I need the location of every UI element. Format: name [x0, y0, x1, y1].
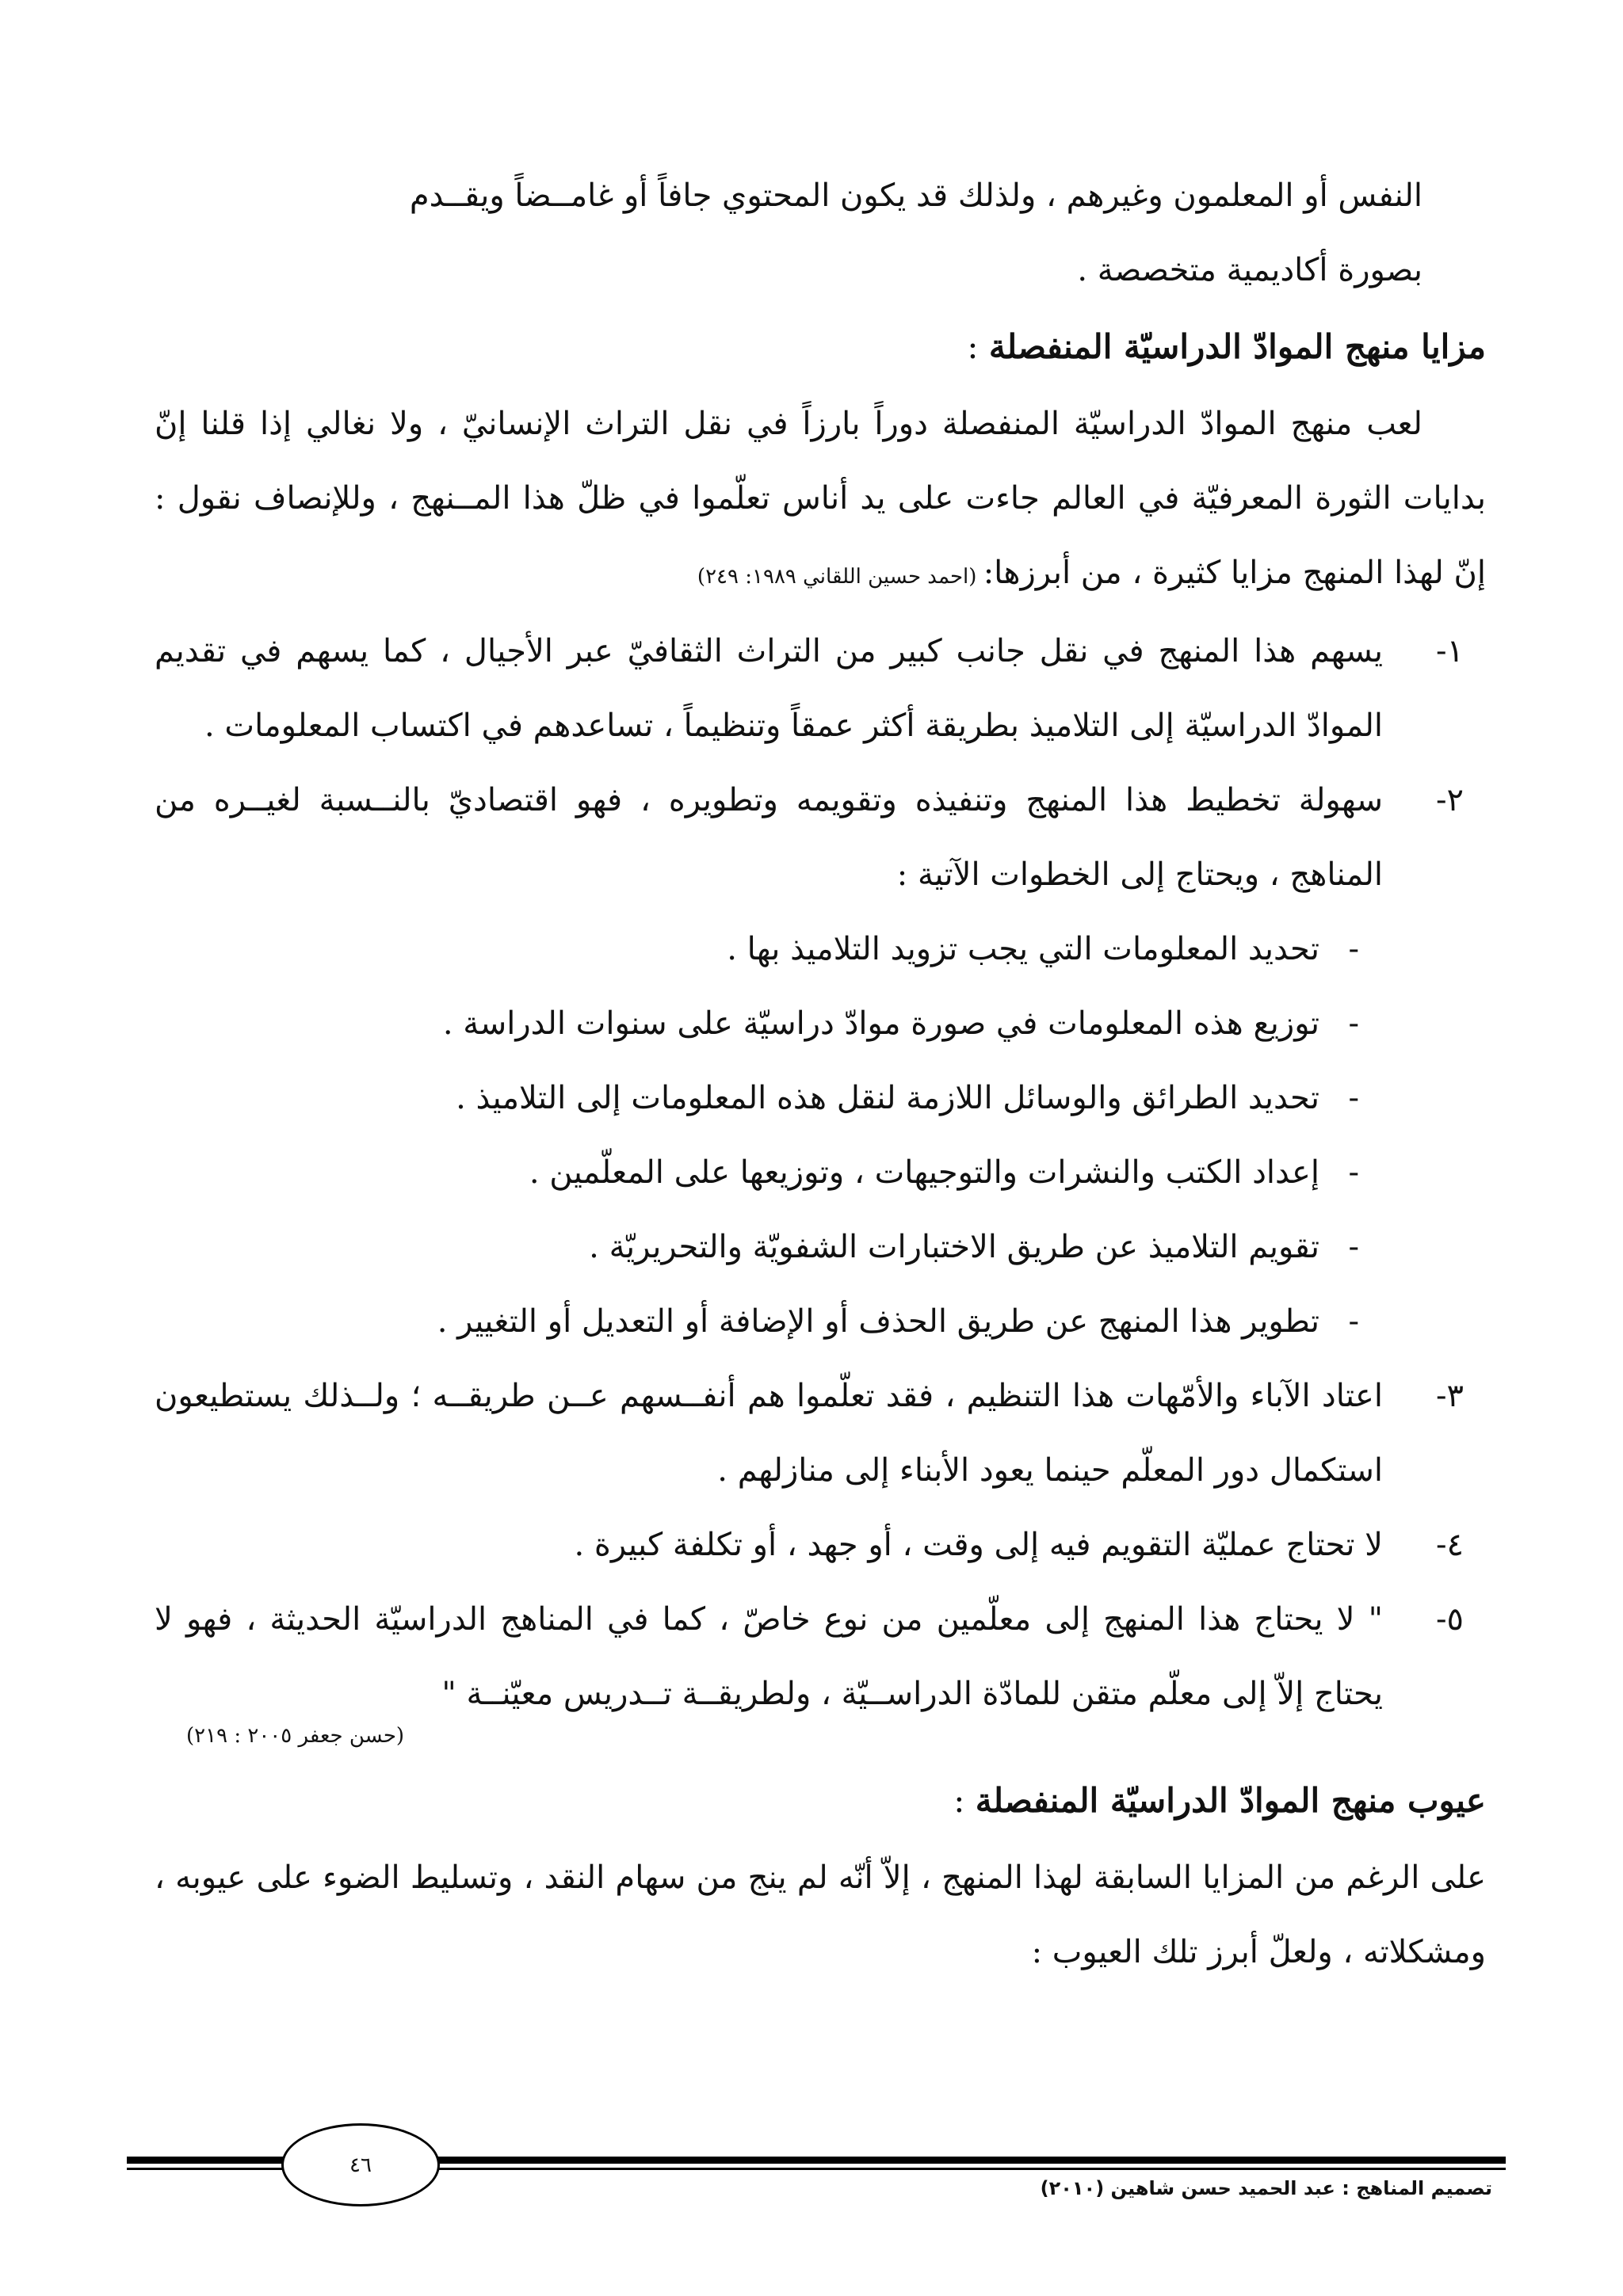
footer-credit: تصميم المناهج : عبد الحميد حسن شاهين (٢٠١٠): [1040, 2177, 1492, 2199]
list-item-4: [155, 1508, 1486, 1582]
step-item: [155, 1061, 1359, 1135]
advantages-heading: [155, 307, 1486, 387]
advantages-citation: (احمد حسين اللقاني ١٩٨٩: ٢٤٩): [697, 565, 983, 589]
dash-bullet: -: [1348, 1005, 1359, 1042]
item5-citation: (حسن جعفر ٢٠٠٥ : ٢١٩): [186, 1724, 405, 1748]
step-text: إعداد الكتب والنشرات والتوجيهات ، وتوزيعها على المعلّمين .: [529, 1154, 1319, 1191]
list-item-text: " لا يحتاج هذا المنهج إلى معلّمين من نوع خاصّ ، كما في المناهج الدراسيّة الحديثة ، فهو لا يحتاج إلاّ إلى معلّم متقن للمادّة الدراســيّة ، ولطريقــة تــدريس معيّنــة ": [155, 1601, 1383, 1712]
step-item: [155, 1210, 1359, 1284]
list-item-number: ٥-: [1436, 1601, 1464, 1638]
dash-bullet: -: [1348, 931, 1359, 967]
step-item: [155, 912, 1359, 986]
list-item-1: [155, 614, 1486, 763]
dash-bullet: -: [1348, 1080, 1359, 1116]
disadvantages-paragraph: على الرغم من المزايا السابقة لهذا المنهج ، إلاّ أنّه لم ينج من سهام النقد ، وتسليط الضوء على عيوبه ، ومشكلاته ، ولعلّ أبرز تلك العيوب :: [155, 1859, 1486, 1970]
list-item-text: اعتاد الآباء والأمّهات هذا التنظيم ، فقد تعلّموا هم أنفــسهم عــن طريقــه ؛ ولــذلك يستطيعون استكمال دور المعلّم حينما يعود الأبناء إلى منازلهم .: [155, 1378, 1383, 1489]
dash-bullet: -: [1348, 1229, 1359, 1265]
list-item-number: ٤-: [1436, 1527, 1464, 1563]
list-item-number: ٣-: [1436, 1378, 1464, 1414]
step-item: [155, 986, 1359, 1061]
page-number: ٤٦: [281, 2123, 440, 2206]
advantages-heading-colon: :: [967, 327, 989, 366]
advantages-paragraph: [155, 387, 1486, 614]
list-item-text: لا تحتاج عمليّة التقويم فيه إلى وقت ، أو جهد ، أو تكلفة كبيرة .: [574, 1527, 1383, 1563]
step-text: تقويم التلاميذ عن طريق الاختبارات الشفويّة والتحريريّة .: [589, 1229, 1319, 1265]
disadvantages-heading-text: عيوب منهج الموادّ الدراسيّة المنفصلة: [975, 1781, 1486, 1820]
steps-list: [155, 912, 1486, 1359]
advantages-paragraph-text: لعب منهج الموادّ الدراسيّة المنفصلة دوراً بارزاً في نقل التراث الإنسانيّ ، ولا نغالي إذا قلنا إنّ بدايات الثورة المعرفيّة في العالم جاءت على يد أناس تعلّموا في ظلّ هذا المــنهج ، وللإنصاف نقول : إنّ لهذا المنهج مزايا كثيرة ، من أبرزها:: [155, 406, 1487, 591]
step-text: تحديد المعلومات التي يجب تزويد التلاميذ بها .: [727, 931, 1319, 967]
step-text: تحديد الطرائق والوسائل اللازمة لنقل هذه المعلومات إلى التلاميذ .: [456, 1080, 1319, 1116]
advantages-heading-text: مزايا منهج الموادّ الدراسيّة المنفصلة: [988, 327, 1486, 366]
intro-line-1: النفس أو المعلمون وغيرهم ، ولذلك قد يكون المحتوي جافاً أو غامــضاً ويقــدم: [409, 177, 1423, 214]
list-item-number: ٢-: [1436, 782, 1464, 818]
step-item: [155, 1135, 1359, 1210]
list-item-2: [155, 763, 1486, 912]
list-item-3: [155, 1359, 1486, 1508]
step-text: توزيع هذه المعلومات في صورة موادّ دراسيّة على سنوات الدراسة .: [442, 1005, 1319, 1042]
page-body: [155, 158, 1486, 1989]
list-item-5: [155, 1582, 1486, 1731]
step-text: تطوير هذا المنهج عن طريق الحذف أو الإضافة أو التعديل أو التغيير .: [437, 1303, 1319, 1340]
list-item-text: سهولة تخطيط هذا المنهج وتنفيذه وتقويمه وتطويره ، فهو اقتصاديّ بالنــسبة لغيــره من المناهج ، ويحتاج إلى الخطوات الآتية :: [155, 782, 1383, 893]
list-item-number: ١-: [1436, 633, 1464, 669]
disadvantages-heading: [155, 1761, 1486, 1840]
step-item: [155, 1284, 1359, 1359]
disadvantages-heading-colon: :: [953, 1781, 976, 1820]
intro-line-2: بصورة أكاديمية متخصصة .: [1077, 252, 1423, 288]
dash-bullet: -: [1348, 1303, 1359, 1340]
dash-bullet: -: [1348, 1154, 1359, 1191]
list-item-text: يسهم هذا المنهج في نقل جانب كبير من التراث الثقافيّ عبر الأجيال ، كما يسهم في تقديم الموادّ الدراسيّة إلى التلاميذ بطريقة أكثر عمقاً وتنظيماً ، تساعدهم في اكتساب المعلومات .: [155, 633, 1383, 744]
